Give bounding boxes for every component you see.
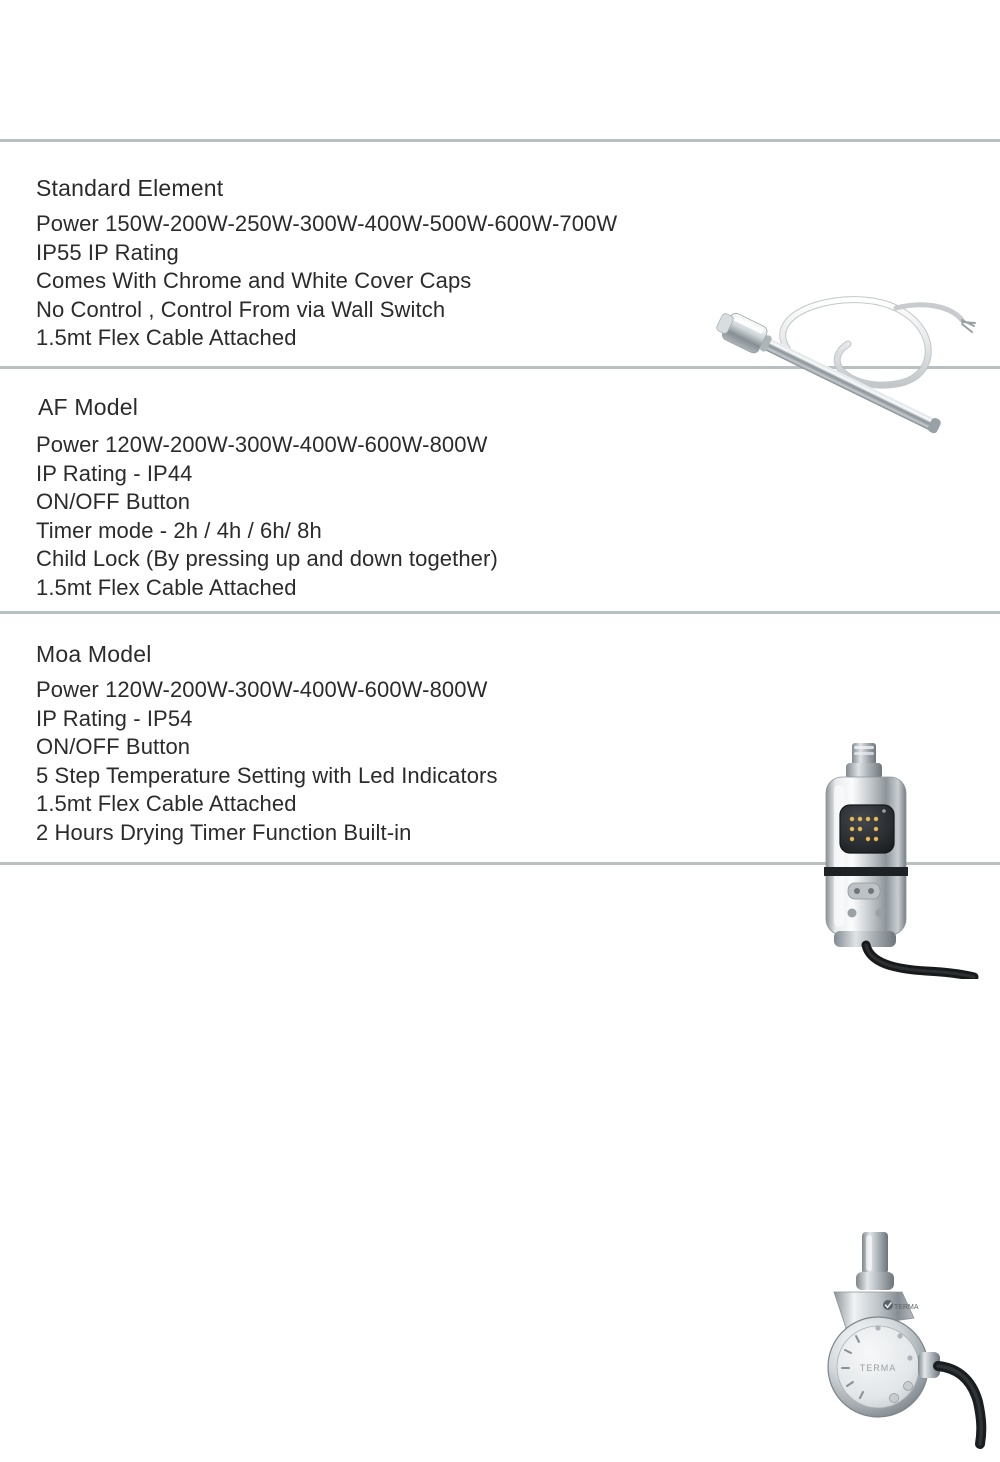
section-moa-model [0, 614, 1000, 1373]
spec-item: Power 150W-200W-250W-300W-400W-500W-600W-700W [36, 211, 618, 236]
section-title-af: AF Model [38, 394, 139, 421]
spec-item: Power 120W-200W-300W-400W-600W-800W [36, 432, 488, 457]
spec-item: ON/OFF Button [36, 489, 191, 514]
spec-item: ON/OFF Button [36, 734, 191, 759]
spec-item: Child Lock (By pressing up and down together) [36, 546, 498, 571]
spec-item: 1.5mt Flex Cable Attached [36, 325, 297, 350]
spec-item: 2 Hours Drying Timer Function Built-in [36, 819, 412, 845]
spec-item: Timer mode - 2h / 4h / 6h/ 8h [36, 517, 322, 543]
spec-item: 5 Step Temperature Setting with Led Indicators [36, 762, 498, 788]
spec-item: IP55 IP Rating [36, 239, 179, 265]
spec-item: IP Rating - IP54 [36, 705, 193, 731]
section-title-moa: Moa Model [36, 641, 152, 668]
spec-list-standard [36, 210, 617, 353]
spec-item: 1.5mt Flex Cable Attached [36, 791, 297, 816]
svg-text:TERMA: TERMA [894, 1304, 919, 1311]
moa-model-photo [790, 1232, 990, 1462]
spec-list-moa [36, 676, 498, 847]
moa-model-illustration [790, 1232, 990, 1462]
spec-item: IP Rating - IP44 [36, 460, 193, 486]
spec-item: Comes With Chrome and White Cover Caps [36, 268, 472, 293]
spec-list-af [36, 431, 498, 602]
section-af-model [0, 369, 1000, 611]
section-standard-element [0, 142, 1000, 366]
spec-item: 1.5mt Flex Cable Attached [36, 574, 297, 600]
section-title-standard: Standard Element [36, 175, 224, 202]
spec-item: Power 120W-200W-300W-400W-600W-800W [36, 677, 488, 702]
svg-text:TERMA: TERMA [859, 1363, 897, 1373]
spec-item: No Control , Control From via Wall Switch [36, 296, 446, 322]
